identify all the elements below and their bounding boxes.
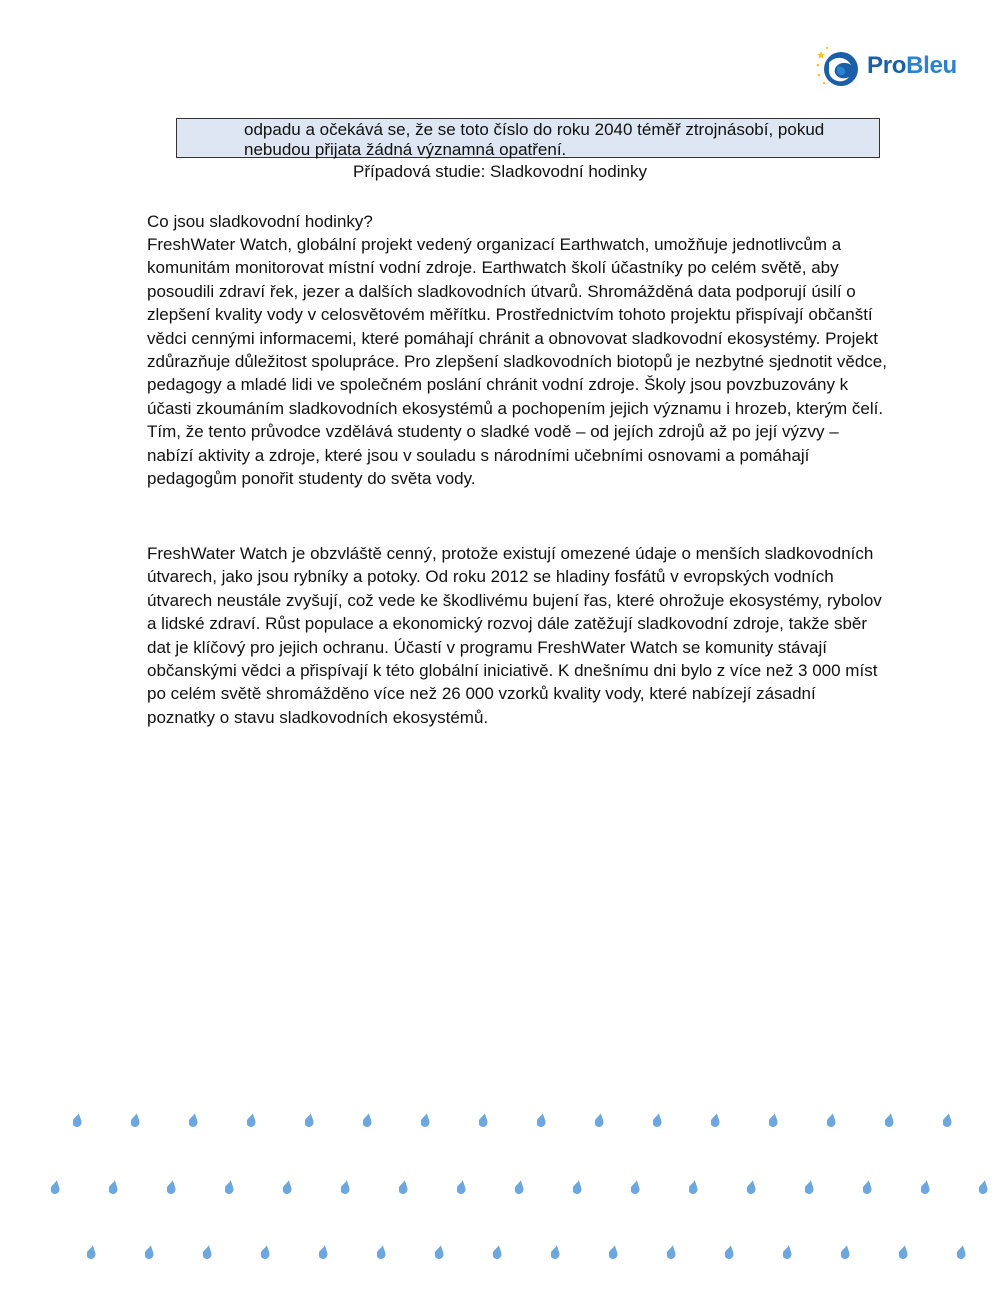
water-drop-icon (203, 1245, 212, 1259)
water-drop-icon (899, 1245, 908, 1259)
water-drop-icon (73, 1113, 82, 1127)
water-drop-icon (747, 1180, 756, 1194)
water-drop-icon (551, 1245, 560, 1259)
water-drop-icon (885, 1113, 894, 1127)
water-drop-icon (725, 1245, 734, 1259)
water-drop-icon (921, 1180, 930, 1194)
probleu-logo (815, 45, 965, 90)
water-drop-icon (609, 1245, 618, 1259)
water-drop-icon (863, 1180, 872, 1194)
water-drop-icon (667, 1245, 676, 1259)
water-drop-icon (435, 1245, 444, 1259)
case-study-caption: Případová studie: Sladkovodní hodinky (353, 162, 647, 181)
water-drop-icon (631, 1180, 640, 1194)
water-drop-icon (341, 1180, 350, 1194)
water-drop-icon (783, 1245, 792, 1259)
water-drop-icon (131, 1113, 140, 1127)
water-drop-icon (87, 1245, 96, 1259)
callout-box (176, 118, 880, 158)
water-drop-icon (189, 1113, 198, 1127)
case-study-question: Co jsou sladkovodní hodinky? (147, 212, 373, 231)
water-drop-icon (109, 1180, 118, 1194)
water-drop-icon (261, 1245, 270, 1259)
water-drop-icon (225, 1180, 234, 1194)
water-drop-icon (769, 1113, 778, 1127)
probleu-globe-icon (815, 45, 861, 91)
water-drop-icon (841, 1245, 850, 1259)
water-drop-icon (805, 1180, 814, 1194)
water-drop-icon (167, 1180, 176, 1194)
case-study-paragraph-2: FreshWater Watch je obzvláště cenný, protože existují omezené údaje o menších sladkovodních útvarech, jako jsou rybníky a potoky. Od roku 2012 se hladiny fosfátů v evropských vodních útvarech neustále zvyšují, což vede ke škodlivému bujení řas, které ohrožuje ekosystémy, rybolov a lidské zdraví. Růst populace a ekonomický rozvoj dále zatěžují sladkovodní zdroje, takže sběr dat je klíčový pro jejich ochranu. Účastí v programu FreshWater Watch se komunity stávají občanskými vědci a přispívají k této globální iniciativě. K dnešnímu dni bylo z více než 3 000 míst po celém světě shromážděno více než 26 000 vzorků kvality vody, které nabízejí zásadní poznatky o stavu sladkovodních ekosystémů. (147, 544, 882, 727)
water-drop-icon (515, 1180, 524, 1194)
water-drop-icon (457, 1180, 466, 1194)
water-drop-pattern (0, 1095, 1000, 1275)
water-drop-icon (595, 1113, 604, 1127)
water-drop-icon (305, 1113, 314, 1127)
water-drop-icon (363, 1113, 372, 1127)
water-drop-icon (319, 1245, 328, 1259)
water-drop-icon (979, 1180, 988, 1194)
water-drop-icon (653, 1113, 662, 1127)
water-drop-icon (51, 1180, 60, 1194)
water-drop-icon (827, 1113, 836, 1127)
logo-text: ProBleu (867, 52, 957, 79)
water-drop-icon (943, 1113, 952, 1127)
water-drop-icon (399, 1180, 408, 1194)
water-drop-icon (573, 1180, 582, 1194)
water-drop-icon (537, 1113, 546, 1127)
case-study-paragraph-1: FreshWater Watch, globální projekt vedený organizací Earthwatch, umožňuje jednotlivcům a komunitám monitorovat místní vodní zdroje. Earthwatch školí účastníky po celém světě, aby posoudili zdraví řek, jezer a dalších sladkovodních útvarů. Shromážděná data podporují úsilí o zlepšení kvality vody v celosvětovém měřítku. Prostřednictvím tohoto projektu přispívají občanští vědci cennými informacemi, které pomáhají chránit a obnovovat sladkovodní ekosystémy. Projekt zdůrazňuje důležitost spolupráce. Pro zlepšení sladkovodních biotopů je nezbytné sjednotit vědce, pedagogy a mladé lidi ve společném poslání chránit vodní zdroje. Školy jsou povzbuzovány k účasti zkoumáním sladkovodních ekosystémů a pochopením jejich významu i hrozeb, kterým čelí. Tím, že tento průvodce vzdělává studenty o sladké vodě – od jejích zdrojů až po její výzvy – nabízí aktivity a zdroje, které jsou v souladu s národními učebními osnovami a pomáhají pedagogům ponořit studenty do světa vody. (147, 235, 887, 489)
water-drop-icon (377, 1245, 386, 1259)
callout-text: odpadu a očekává se, že se toto číslo do roku 2040 téměř ztrojnásobí, pokud nebudou přijata žádná významná opatření. (244, 120, 825, 159)
water-drop-icon (421, 1113, 430, 1127)
water-drop-icon (283, 1180, 292, 1194)
water-drop-icon (957, 1245, 966, 1259)
water-drop-icon (711, 1113, 720, 1127)
water-drop-icon (493, 1245, 502, 1259)
water-drop-icon (247, 1113, 256, 1127)
water-drop-icon (145, 1245, 154, 1259)
water-drop-icon (479, 1113, 488, 1127)
water-drop-icon (689, 1180, 698, 1194)
